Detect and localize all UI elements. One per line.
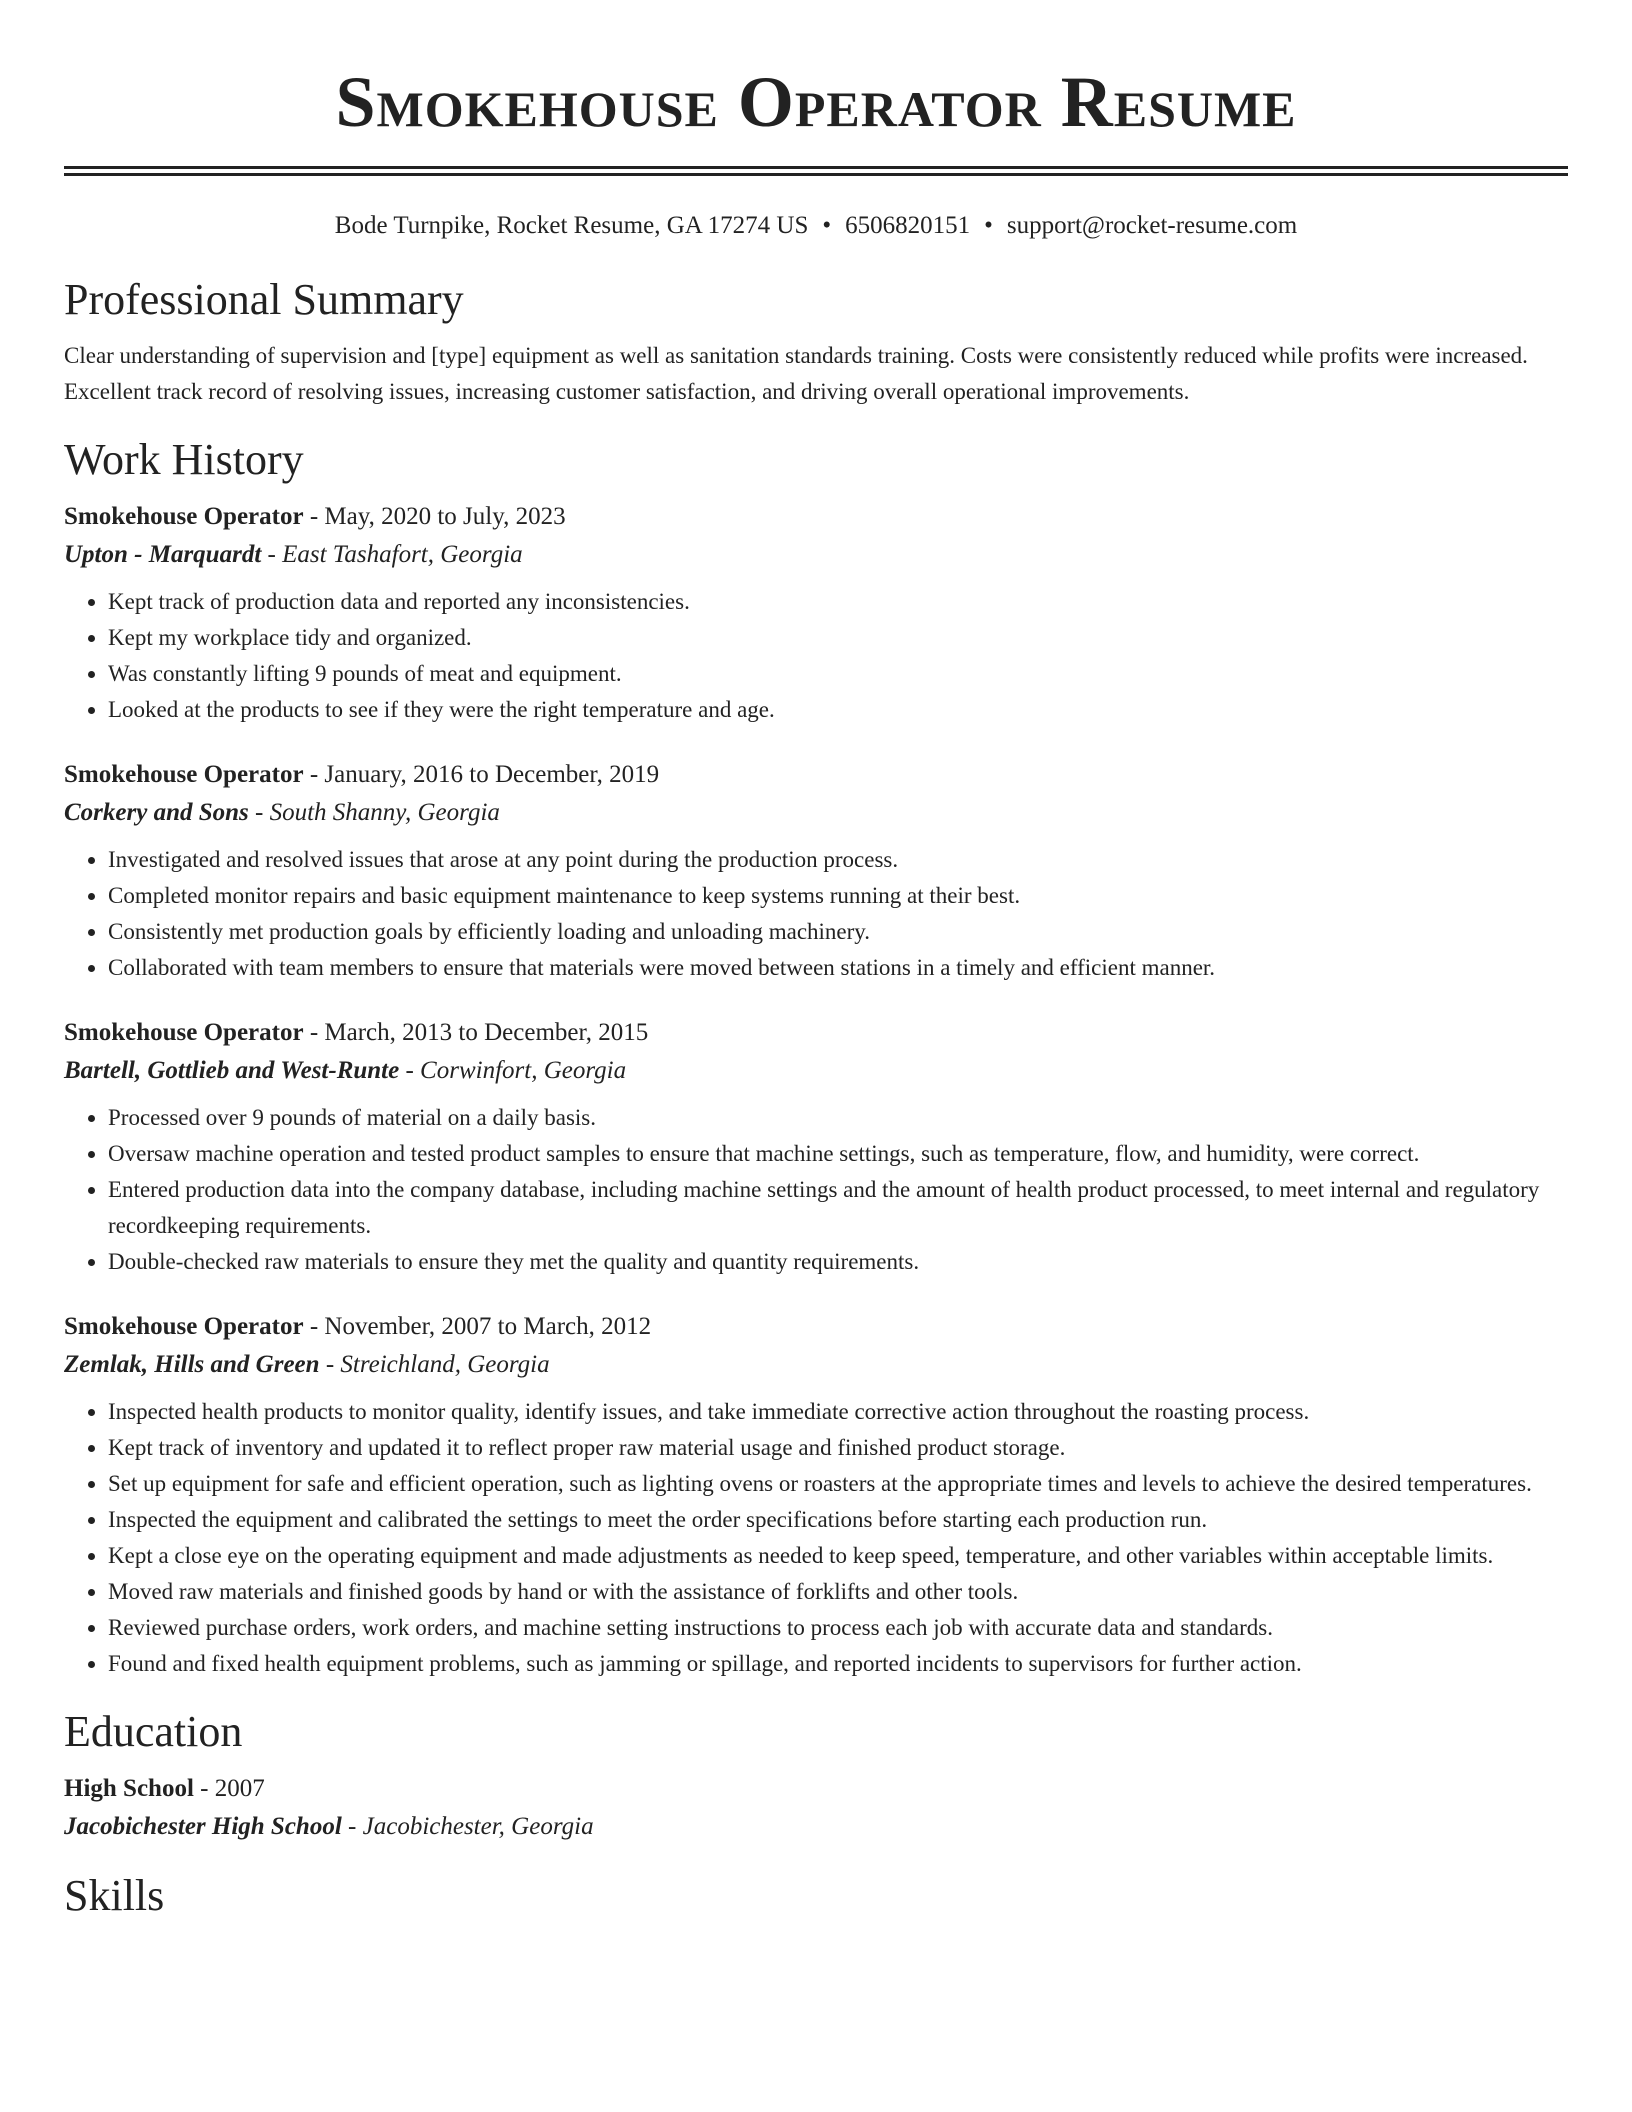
resume-title: Smokehouse Operator Resume	[335, 62, 1297, 142]
education-school: Jacobichester High School	[64, 1813, 342, 1840]
education-heading: Education	[64, 1707, 243, 1756]
contact-address: Bode Turnpike, Rocket Resume, GA 17274 US	[334, 212, 809, 239]
job-location: - East Tashafort, Georgia	[261, 541, 523, 568]
job-entry	[64, 756, 1568, 986]
contact-separator: •	[822, 212, 832, 239]
job-location: - Streichland, Georgia	[319, 1351, 550, 1378]
contact-email: support@rocket-resume.com	[1006, 212, 1298, 239]
job-bullet: • Inspected health products to monitor quality, identify issues, and take immediate corrective action throughout the roasting process.	[108, 1394, 1568, 1430]
job-entry	[64, 1308, 1568, 1682]
job-entry	[64, 498, 1568, 728]
job-bullet: • Completed monitor repairs and basic equipment maintenance to keep systems running at their best.	[108, 878, 1568, 914]
job-title: Smokehouse Operator	[64, 1313, 304, 1340]
job-company-line	[64, 794, 1568, 832]
education-entry	[64, 1770, 1568, 1846]
job-location: - Corwinfort, Georgia	[399, 1057, 627, 1084]
job-dates: - March, 2013 to December, 2015	[303, 1019, 649, 1046]
job-company-line	[64, 1346, 1568, 1384]
job-bullet: • Collaborated with team members to ensure that materials were moved between stations in a timely and efficient manner.	[108, 950, 1568, 986]
job-title: Smokehouse Operator	[64, 503, 304, 530]
education-school-line	[64, 1808, 1568, 1846]
job-title: Smokehouse Operator	[64, 1019, 304, 1046]
summary-text: Clear understanding of supervision and [type] equipment as well as sanitation standards training. Costs were consistently reduced while profits were increased. Excellent track record of resolving issues, increasing customer satisfaction, and driving overall operational improvements.	[64, 343, 1528, 404]
job-bullet: • Investigated and resolved issues that arose at any point during the production process.	[108, 842, 1568, 878]
job-dates: - November, 2007 to March, 2012	[303, 1313, 652, 1340]
work-history-heading: Work History	[64, 435, 304, 484]
summary-heading: Professional Summary	[64, 275, 464, 324]
job-bullet: • Kept track of inventory and updated it to reflect proper raw material usage and finished product storage.	[108, 1430, 1568, 1466]
job-company-line	[64, 536, 1568, 574]
job-bullets	[64, 842, 1568, 986]
job-title-line	[64, 498, 1568, 536]
education-degree: High School	[64, 1775, 194, 1802]
education-year: - 2007	[193, 1775, 265, 1802]
job-company-line	[64, 1052, 1568, 1090]
job-bullet: • Found and fixed health equipment problems, such as jamming or spillage, and reported incidents to supervisors for further action.	[108, 1646, 1568, 1682]
job-dates: - May, 2020 to July, 2023	[303, 503, 566, 530]
job-bullet: • Double-checked raw materials to ensure they met the quality and quantity requirements.	[108, 1244, 1568, 1280]
job-bullets	[64, 584, 1568, 728]
job-entry	[64, 1014, 1568, 1280]
job-bullet: • Reviewed purchase orders, work orders, and machine setting instructions to process each job with accurate data and standards.	[108, 1610, 1568, 1646]
job-dates: - January, 2016 to December, 2019	[303, 761, 660, 788]
education-degree-line	[64, 1770, 1568, 1808]
job-bullet: • Entered production data into the company database, including machine settings and the amount of health product processed, to meet internal and regulatory recordkeeping requirements.	[108, 1172, 1568, 1244]
job-bullet: • Kept a close eye on the operating equipment and made adjustments as needed to keep speed, temperature, and other variables within acceptable limits.	[108, 1538, 1568, 1574]
job-bullet: • Moved raw materials and finished goods by hand or with the assistance of forklifts and other tools.	[108, 1574, 1568, 1610]
job-company: Bartell, Gottlieb and West-Runte	[64, 1057, 400, 1084]
job-title-line	[64, 1308, 1568, 1346]
job-bullet: • Processed over 9 pounds of material on a daily basis.	[108, 1100, 1568, 1136]
contact-line	[64, 210, 1568, 242]
job-company: Zemlak, Hills and Green	[64, 1351, 320, 1378]
work-history-list	[64, 498, 1568, 1682]
title-divider	[64, 166, 1568, 176]
job-title-line	[64, 1014, 1568, 1052]
job-company: Corkery and Sons	[64, 799, 249, 826]
job-bullet: • Kept my workplace tidy and organized.	[108, 620, 1568, 656]
job-bullet: • Oversaw machine operation and tested product samples to ensure that machine settings, such as temperature, flow, and humidity, were correct.	[108, 1136, 1568, 1172]
job-location: - South Shanny, Georgia	[248, 799, 500, 826]
job-company: Upton - Marquardt	[64, 541, 262, 568]
contact-separator: •	[984, 212, 993, 239]
education-location: - Jacobichester, Georgia	[341, 1813, 594, 1840]
job-bullets	[64, 1394, 1568, 1682]
job-bullet: • Looked at the products to see if they were the right temperature and age.	[108, 692, 1568, 728]
job-bullet: • Was constantly lifting 9 pounds of meat and equipment.	[108, 656, 1568, 692]
job-bullet: • Consistently met production goals by efficiently loading and unloading machinery.	[108, 914, 1568, 950]
job-title-line	[64, 756, 1568, 794]
skills-heading: Skills	[64, 1871, 165, 1920]
job-bullet: • Set up equipment for safe and efficient operation, such as lighting ovens or roasters at the appropriate times and levels to achieve the desired temperatures.	[108, 1466, 1568, 1502]
job-bullet: • Kept track of production data and reported any inconsistencies.	[108, 584, 1568, 620]
job-bullet: • Inspected the equipment and calibrated the settings to meet the order specifications before starting each production run.	[108, 1502, 1568, 1538]
job-title: Smokehouse Operator	[64, 761, 304, 788]
contact-phone: 6506820151	[845, 212, 971, 239]
job-bullets	[64, 1100, 1568, 1280]
